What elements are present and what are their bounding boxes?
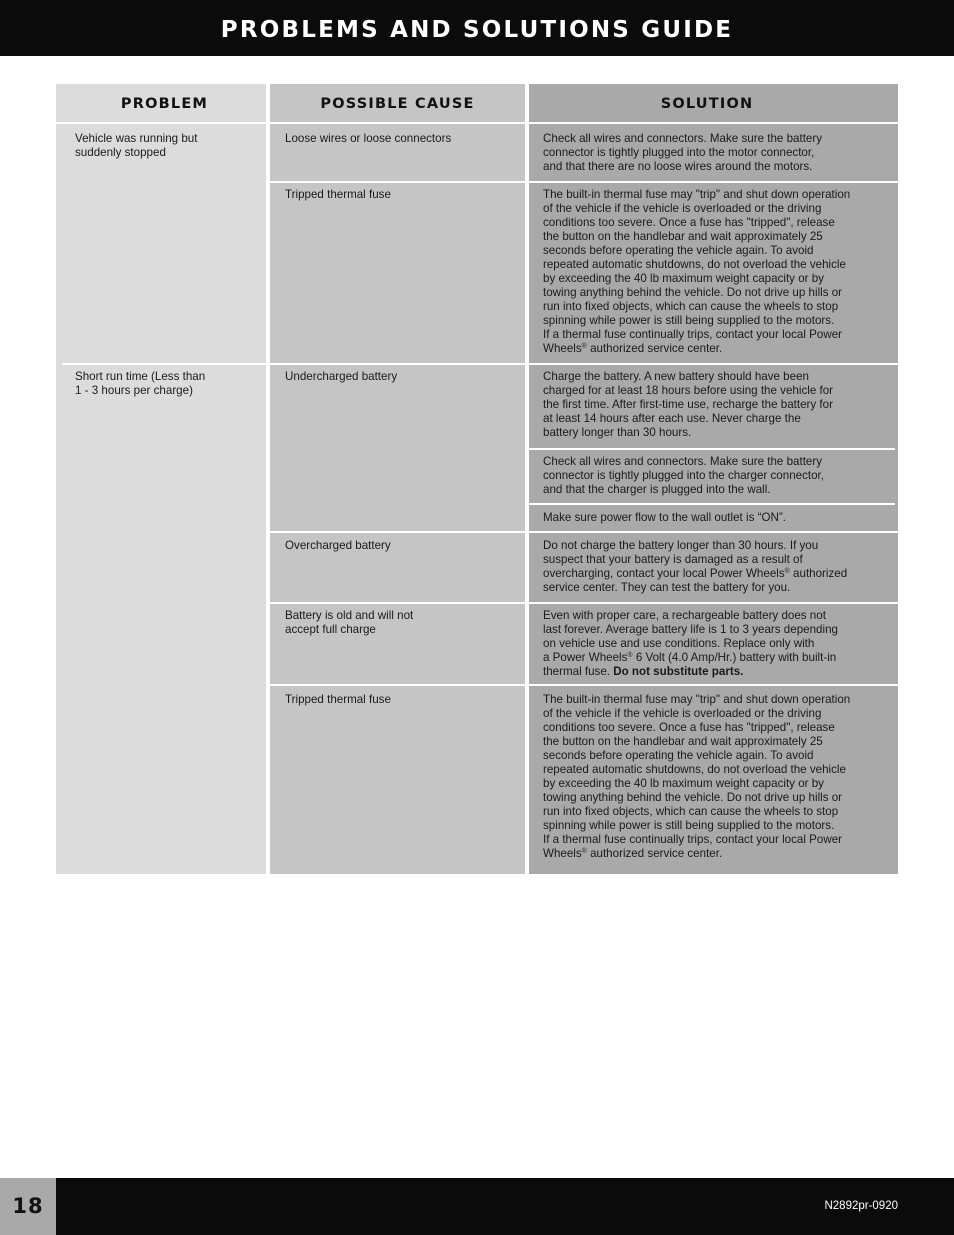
solution-cell: The built-in thermal fuse may "trip" and shut down operation of the vehicle if the vehicle is overloaded or the driving conditions too severe. Once a fuse has "tripped", release the button on the handlebar and wait approximately 25 seconds before operating the vehicle again. To avoid repeated automatic shutdowns, do not overload the vehicle by exceeding the 40 lb maximum weight capacity or by towing anything behind the vehicle. Do not drive up hills or run into fixed objects, which can cause the wheels to stop spinning while power is still being supplied to the motors. If a thermal fuse continually trips, contact your local Power Wheels® authorized service center. <box>543 693 851 860</box>
registered-mark: ® <box>627 652 633 659</box>
problem-column-header: PROBLEM <box>120 96 209 112</box>
cause-cell: Undercharged battery <box>285 370 398 383</box>
document-code: N2892pr-0920 <box>824 1200 898 1212</box>
cause-cell: Tripped thermal fuse <box>285 188 391 201</box>
solution-cell: Do not charge the battery longer than 30 hours. If you suspect that your battery is damaged as a result of overcharging, contact your local Power Wheels® authorized service center. They can test the battery for you. <box>543 539 848 594</box>
solution-cell: Check all wires and connectors. Make sure the battery connector is tightly plugged into the motor connector, and that there are no loose wires around the motors. <box>543 132 823 173</box>
problem-cell: Vehicle was running but suddenly stopped <box>75 132 198 159</box>
row-divider <box>270 602 898 604</box>
warning-text: Do not substitute parts. <box>613 665 744 678</box>
registered-mark: ® <box>581 848 587 855</box>
solution-column-header: SOLUTION <box>660 96 754 112</box>
problem-cell: Short run time (Less than 1 - 3 hours per charge) <box>75 370 206 397</box>
header-divider <box>56 122 898 124</box>
row-divider <box>270 181 898 183</box>
cause-cell: Tripped thermal fuse <box>285 693 391 706</box>
solution-cell: Even with proper care, a rechargeable battery does not last forever. Average battery life is 1 to 3 years depending on vehicle use and use conditions. Replace only with a Power Wheels® 6 Volt (4.0 Amp/Hr.) battery with built-in thermal fuse. Do not substitute parts. <box>543 609 838 678</box>
page-title: PROBLEMS AND SOLUTIONS GUIDE <box>220 17 734 43</box>
row-divider <box>529 448 895 450</box>
row-divider <box>529 503 895 505</box>
problem-column <box>56 84 266 874</box>
row-divider <box>62 363 898 365</box>
page-number: 18 <box>12 1194 44 1218</box>
row-divider <box>270 531 898 533</box>
solution-cell: Check all wires and connectors. Make sure the battery connector is tightly plugged into the charger connector, and that the charger is plugged into the wall. <box>543 455 825 496</box>
solution-cell: Charge the battery. A new battery should have been charged for at least 18 hours before using the vehicle for the first time. After first-time use, recharge the battery for at least 14 hours after each use. Never charge the battery longer than 30 hours. <box>543 370 834 439</box>
registered-mark: ® <box>784 568 790 575</box>
solution-cell: The built-in thermal fuse may "trip" and shut down operation of the vehicle if the vehicle is overloaded or the driving conditions too severe. Once a fuse has "tripped", release the button on the handlebar and wait approximately 25 seconds before operating the vehicle again. To avoid repeated automatic shutdowns, do not overload the vehicle by exceeding the 40 lb maximum weight capacity or by towing anything behind the vehicle. Do not drive up hills or run into fixed objects, which can cause the wheels to stop spinning while power is still being supplied to the motors. If a thermal fuse continually trips, contact your local Power Wheels® authorized service center. <box>543 188 851 355</box>
row-divider <box>270 684 898 686</box>
registered-mark: ® <box>581 343 587 350</box>
cause-cell: Overcharged battery <box>285 539 391 552</box>
cause-cell: Battery is old and will not accept full charge <box>285 609 414 636</box>
possible-cause-column-header: POSSIBLE CAUSE <box>320 96 475 112</box>
possible-cause-column <box>270 84 525 874</box>
solution-cell: Make sure power flow to the wall outlet is “ON”. <box>543 511 786 524</box>
cause-cell: Loose wires or loose connectors <box>285 132 452 145</box>
